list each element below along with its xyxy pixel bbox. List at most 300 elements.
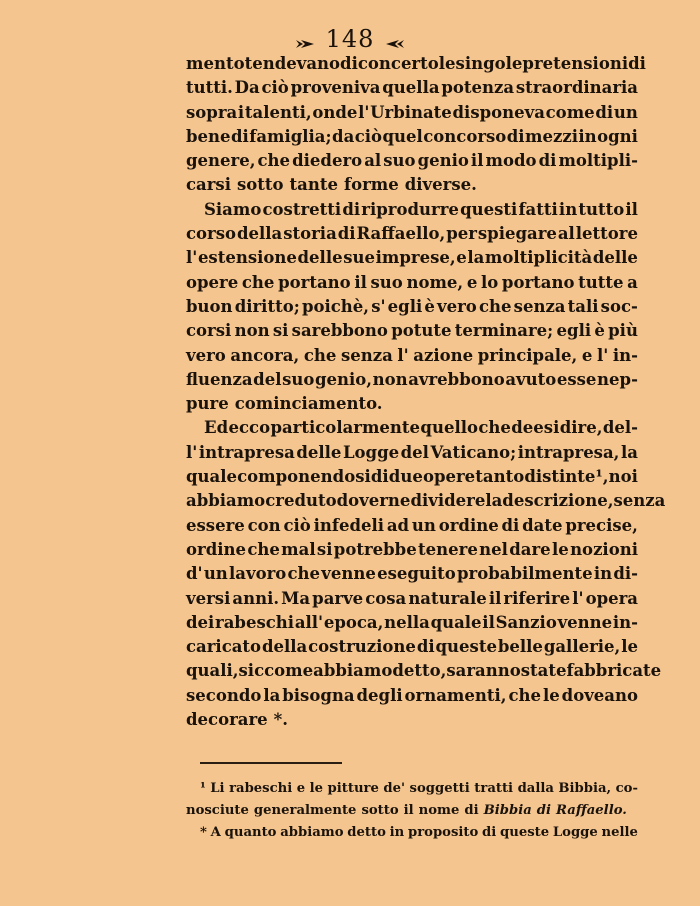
word: ad bbox=[386, 515, 410, 535]
word: fatti bbox=[518, 199, 558, 219]
word: caricato bbox=[186, 637, 262, 657]
body-line bbox=[186, 441, 638, 465]
body-line bbox=[186, 635, 638, 659]
word: singole bbox=[455, 54, 523, 73]
word: *. bbox=[273, 710, 289, 730]
word: dare bbox=[509, 539, 551, 559]
word: e bbox=[456, 248, 467, 268]
word: talenti, bbox=[244, 102, 312, 122]
word: pretensioni bbox=[522, 54, 629, 73]
word: senza bbox=[613, 491, 666, 511]
page-header bbox=[0, 24, 700, 54]
word: della bbox=[261, 637, 308, 657]
word: di bbox=[337, 224, 356, 244]
word: riferire bbox=[503, 588, 571, 608]
word: tutto bbox=[578, 199, 625, 219]
word: ¹, bbox=[595, 467, 609, 487]
word: si bbox=[272, 321, 289, 341]
word: diritto; bbox=[234, 296, 300, 316]
word: de' bbox=[383, 781, 406, 796]
word: decorare bbox=[186, 710, 268, 730]
word: di bbox=[342, 199, 361, 219]
word: e bbox=[296, 781, 306, 796]
word: è bbox=[594, 321, 605, 341]
body-line bbox=[186, 246, 638, 270]
word: tutte bbox=[578, 272, 624, 292]
word: in bbox=[578, 126, 597, 146]
word: soc- bbox=[600, 296, 638, 316]
word: un bbox=[411, 515, 436, 535]
word: delle bbox=[296, 442, 342, 462]
body-line bbox=[186, 514, 638, 538]
word: bene bbox=[186, 126, 231, 146]
word: nome, bbox=[406, 272, 464, 292]
word: senza bbox=[513, 296, 566, 316]
word: componendosi bbox=[237, 467, 371, 487]
body-line bbox=[186, 562, 638, 586]
word: di bbox=[595, 102, 614, 122]
word: ciò bbox=[261, 78, 289, 98]
word: con bbox=[247, 515, 281, 535]
word: della bbox=[236, 224, 283, 244]
word: poichè, bbox=[301, 296, 370, 316]
word: moltipli- bbox=[558, 151, 638, 171]
word: ordine bbox=[438, 515, 499, 535]
word: costruzione bbox=[308, 637, 416, 657]
body-line bbox=[186, 222, 638, 246]
word: che bbox=[247, 539, 280, 559]
word: genio, bbox=[314, 369, 373, 389]
word: intrapresa bbox=[198, 442, 295, 462]
word: quanto bbox=[224, 825, 277, 840]
word: disponeva bbox=[452, 102, 545, 122]
word: che bbox=[241, 272, 275, 292]
word: al bbox=[557, 224, 575, 244]
word: venne bbox=[557, 612, 613, 632]
word: rabeschi bbox=[229, 781, 293, 796]
word: Siamo bbox=[204, 199, 262, 219]
word: del bbox=[253, 369, 282, 389]
word: cosa bbox=[365, 588, 407, 608]
word: Urbinate bbox=[370, 102, 452, 122]
footnotes bbox=[186, 778, 638, 844]
word: sotto bbox=[237, 175, 284, 195]
word: in bbox=[558, 199, 578, 219]
word: epoca, bbox=[323, 612, 384, 632]
word: tenere bbox=[418, 539, 478, 559]
word: non bbox=[234, 321, 270, 341]
word: dire, bbox=[559, 418, 603, 438]
word: di- bbox=[613, 564, 638, 584]
word: sarebbono bbox=[291, 321, 388, 341]
word: di bbox=[340, 54, 358, 73]
word: fluenza bbox=[186, 369, 253, 389]
word: non bbox=[372, 369, 408, 389]
word: probabilmente bbox=[457, 564, 593, 584]
word: creduto bbox=[265, 491, 337, 511]
word: suo bbox=[383, 151, 416, 171]
word: di bbox=[501, 515, 520, 535]
word: state bbox=[520, 661, 567, 681]
word: riprodurre bbox=[361, 199, 459, 219]
word: belle bbox=[497, 637, 543, 657]
word: straordinaria bbox=[515, 78, 638, 98]
word: due bbox=[388, 467, 423, 487]
word: l' bbox=[572, 588, 584, 608]
word: Da bbox=[234, 78, 260, 98]
word: e bbox=[466, 272, 478, 292]
word: Raffaello, bbox=[356, 224, 446, 244]
body-line bbox=[186, 659, 662, 683]
word: estensione bbox=[197, 248, 297, 268]
word: modo bbox=[485, 151, 537, 171]
word: siccome bbox=[238, 661, 314, 681]
word: abbiamo bbox=[280, 825, 344, 840]
page-number: 148 bbox=[325, 25, 375, 53]
word: degli bbox=[356, 685, 403, 705]
word: tante bbox=[289, 175, 338, 195]
word: imprese, bbox=[375, 248, 456, 268]
word: essere bbox=[186, 515, 245, 535]
word: bisogna bbox=[282, 685, 355, 705]
word: moltiplicità bbox=[484, 248, 593, 268]
body-line bbox=[186, 173, 638, 197]
word: che bbox=[478, 296, 512, 316]
word: tendevano bbox=[244, 54, 341, 73]
word: all' bbox=[294, 612, 324, 632]
word: quali, bbox=[186, 661, 239, 681]
word: cominciamento. bbox=[234, 394, 383, 414]
word: infedeli bbox=[313, 515, 385, 535]
word: un bbox=[203, 564, 228, 584]
word: in bbox=[389, 825, 405, 840]
word: sotto bbox=[361, 803, 399, 818]
word: nella bbox=[384, 612, 430, 632]
word: abbiamo bbox=[313, 661, 393, 681]
body-line bbox=[186, 319, 638, 343]
word: queste bbox=[435, 637, 497, 657]
word: egli bbox=[387, 296, 423, 316]
word: questi bbox=[460, 199, 518, 219]
word: la bbox=[620, 442, 638, 462]
word: quale bbox=[186, 467, 237, 487]
body-line bbox=[186, 489, 666, 513]
word: le bbox=[621, 637, 638, 657]
word: queste bbox=[500, 825, 550, 840]
word: i bbox=[237, 102, 245, 122]
word: un bbox=[613, 102, 638, 122]
word: famiglia; bbox=[249, 126, 332, 146]
word: particolarmente bbox=[270, 418, 421, 438]
word: suo bbox=[370, 272, 403, 292]
word: doveano bbox=[561, 685, 638, 705]
word: Sanzio bbox=[495, 612, 557, 632]
body-line bbox=[186, 295, 638, 319]
word: dei bbox=[186, 612, 215, 632]
word: a bbox=[627, 272, 638, 292]
word: detto, bbox=[392, 661, 447, 681]
word: le bbox=[542, 685, 560, 705]
body-line bbox=[186, 344, 638, 368]
word: storia bbox=[283, 224, 337, 244]
word: avrebbono bbox=[408, 369, 505, 389]
word: portano bbox=[501, 272, 575, 292]
body-line bbox=[186, 538, 638, 562]
word: ecco bbox=[228, 418, 271, 438]
word: proveniva bbox=[290, 78, 381, 98]
word: doverne bbox=[336, 491, 411, 511]
word: descrizione, bbox=[502, 491, 614, 511]
word: del- bbox=[602, 418, 638, 438]
word: di bbox=[416, 637, 435, 657]
word: co- bbox=[615, 781, 638, 796]
body-line bbox=[186, 149, 638, 173]
word: intrapresa, bbox=[517, 442, 620, 462]
word: nelle bbox=[601, 825, 638, 840]
word: vero bbox=[437, 296, 477, 316]
word: fabbricate bbox=[566, 661, 662, 681]
fleuron-right-icon bbox=[386, 34, 404, 44]
word: Logge bbox=[552, 825, 598, 840]
body-line bbox=[186, 368, 638, 392]
word: ogni bbox=[597, 126, 638, 146]
word: il bbox=[470, 151, 484, 171]
word: carsi bbox=[186, 175, 231, 195]
word: versi bbox=[186, 588, 231, 608]
word: avuto bbox=[505, 369, 557, 389]
body-line bbox=[186, 52, 646, 76]
word: che bbox=[478, 418, 511, 438]
word: detto bbox=[347, 825, 386, 840]
word: azione bbox=[413, 345, 474, 365]
word: abbiamo bbox=[186, 491, 266, 511]
word: e bbox=[581, 345, 593, 365]
word: opere bbox=[422, 467, 476, 487]
word: tratti bbox=[474, 781, 514, 796]
word: l' bbox=[186, 248, 198, 268]
word: in- bbox=[612, 345, 638, 365]
word: Bibbia, bbox=[558, 781, 612, 796]
word: che bbox=[508, 685, 542, 705]
word: il bbox=[403, 803, 414, 818]
word: naturale bbox=[408, 588, 487, 608]
word: l' bbox=[397, 345, 409, 365]
word: il bbox=[488, 588, 502, 608]
word: in bbox=[593, 564, 613, 584]
word: la bbox=[263, 685, 281, 705]
word: l' bbox=[186, 442, 198, 462]
word: nel bbox=[479, 539, 508, 559]
body-line bbox=[186, 101, 638, 125]
word: * bbox=[200, 825, 207, 840]
body-line bbox=[186, 465, 638, 489]
word: genio bbox=[417, 151, 469, 171]
word: in- bbox=[612, 612, 638, 632]
word: vero bbox=[186, 345, 226, 365]
word: dividere bbox=[410, 491, 486, 511]
word: potrebbe bbox=[333, 539, 417, 559]
word: delle bbox=[592, 248, 638, 268]
word: del bbox=[400, 442, 429, 462]
word: saranno bbox=[446, 661, 521, 681]
word: principale, bbox=[477, 345, 578, 365]
word: distinte bbox=[524, 467, 596, 487]
body-text bbox=[186, 52, 666, 732]
word: le bbox=[551, 539, 569, 559]
word: precise, bbox=[565, 515, 638, 535]
word: gallerie, bbox=[543, 637, 621, 657]
word: di bbox=[464, 803, 479, 818]
word: soggetti bbox=[409, 781, 470, 796]
word: genere, bbox=[186, 151, 256, 171]
word: parve bbox=[312, 588, 364, 608]
word: s' bbox=[371, 296, 386, 316]
word: esse bbox=[556, 369, 597, 389]
word: Logge bbox=[342, 442, 400, 462]
word: la bbox=[485, 491, 503, 511]
word: anni. bbox=[232, 588, 280, 608]
word: da bbox=[332, 126, 355, 146]
word: il bbox=[354, 272, 367, 292]
word: nozioni bbox=[570, 539, 638, 559]
word: Ma bbox=[281, 588, 311, 608]
word: quale bbox=[430, 612, 482, 632]
word: corso bbox=[186, 224, 237, 244]
word: eseguito bbox=[377, 564, 456, 584]
word: costretti bbox=[262, 199, 342, 219]
word: mezzi bbox=[525, 126, 578, 146]
word: ancora, bbox=[230, 345, 300, 365]
word: generalmente bbox=[253, 803, 357, 818]
word: le bbox=[438, 54, 456, 73]
word: Li bbox=[210, 781, 225, 796]
word: egli bbox=[556, 321, 592, 341]
word: Bibbia bbox=[483, 803, 532, 818]
word: concorso bbox=[423, 126, 507, 146]
word: quella bbox=[382, 78, 440, 98]
word: Vaticano; bbox=[430, 442, 517, 462]
word: date bbox=[522, 515, 563, 535]
word: lo bbox=[480, 272, 499, 292]
word: d' bbox=[186, 564, 203, 584]
word: nep- bbox=[597, 369, 638, 389]
word: concerto bbox=[357, 54, 439, 73]
word: lavoro bbox=[229, 564, 287, 584]
word: sue bbox=[343, 248, 375, 268]
word: portano bbox=[278, 272, 351, 292]
word: Raffaello. bbox=[556, 803, 627, 818]
word: opera bbox=[585, 588, 638, 608]
word: come bbox=[545, 102, 595, 122]
footnote-line bbox=[186, 822, 638, 844]
body-line bbox=[186, 125, 638, 149]
word: tali bbox=[567, 296, 599, 316]
word: suo bbox=[282, 369, 315, 389]
word: potenza bbox=[441, 78, 515, 98]
body-line bbox=[186, 708, 638, 732]
word: diverse. bbox=[404, 175, 477, 195]
word: A bbox=[210, 825, 221, 840]
word: senza bbox=[340, 345, 393, 365]
word: pitture bbox=[327, 781, 379, 796]
footnote-line bbox=[186, 778, 638, 800]
word: che bbox=[303, 345, 337, 365]
word: è bbox=[424, 296, 435, 316]
word: terminare; bbox=[454, 321, 554, 341]
word: il bbox=[482, 612, 495, 632]
word: ciò bbox=[283, 515, 311, 535]
word: Ed bbox=[204, 418, 229, 438]
word: che bbox=[287, 564, 321, 584]
word: quello bbox=[420, 418, 478, 438]
word: tanto bbox=[475, 467, 525, 487]
word: ciò bbox=[354, 126, 383, 146]
word: l' bbox=[596, 345, 609, 365]
body-line bbox=[186, 587, 638, 611]
body-line bbox=[186, 271, 638, 295]
word: nome bbox=[418, 803, 460, 818]
word: di bbox=[482, 825, 497, 840]
footnote-line bbox=[186, 800, 638, 822]
word: di bbox=[628, 54, 646, 73]
word: secondo bbox=[186, 685, 262, 705]
word: di bbox=[536, 803, 552, 818]
word: delle bbox=[297, 248, 343, 268]
word: le bbox=[309, 781, 324, 796]
word: corsi bbox=[186, 321, 232, 341]
word: diedero bbox=[292, 151, 363, 171]
word: ordine bbox=[186, 539, 246, 559]
word: tutti. bbox=[186, 78, 233, 98]
word: noi bbox=[608, 467, 638, 487]
word: onde bbox=[312, 102, 358, 122]
word: l' bbox=[358, 102, 370, 122]
body-line bbox=[186, 416, 638, 440]
word: potute bbox=[391, 321, 452, 341]
word: ornamenti, bbox=[404, 685, 507, 705]
word: la bbox=[467, 248, 485, 268]
word: ¹ bbox=[200, 781, 206, 796]
word: si bbox=[316, 539, 333, 559]
footnote-separator bbox=[200, 762, 342, 764]
word: di bbox=[370, 467, 389, 487]
word: proposito bbox=[407, 825, 479, 840]
word: di bbox=[506, 126, 525, 146]
word: rabeschi bbox=[215, 612, 295, 632]
word: di bbox=[538, 151, 557, 171]
word: sopra bbox=[186, 102, 238, 122]
word: di bbox=[230, 126, 249, 146]
word: che bbox=[257, 151, 291, 171]
fleuron-left-icon bbox=[296, 34, 314, 44]
word: quel bbox=[382, 126, 423, 146]
body-line bbox=[186, 392, 638, 416]
body-line bbox=[186, 76, 638, 100]
word: il bbox=[625, 199, 638, 219]
word: spiegare bbox=[477, 224, 557, 244]
body-line bbox=[186, 611, 638, 635]
word: mal bbox=[281, 539, 316, 559]
word: mento bbox=[186, 54, 245, 73]
word: forme bbox=[343, 175, 399, 195]
word: lettore bbox=[575, 224, 638, 244]
word: opere bbox=[186, 272, 239, 292]
word: venne bbox=[321, 564, 376, 584]
word: per bbox=[446, 224, 477, 244]
word: buon bbox=[186, 296, 233, 316]
word: nosciute bbox=[186, 803, 249, 818]
word: pure bbox=[186, 394, 229, 414]
